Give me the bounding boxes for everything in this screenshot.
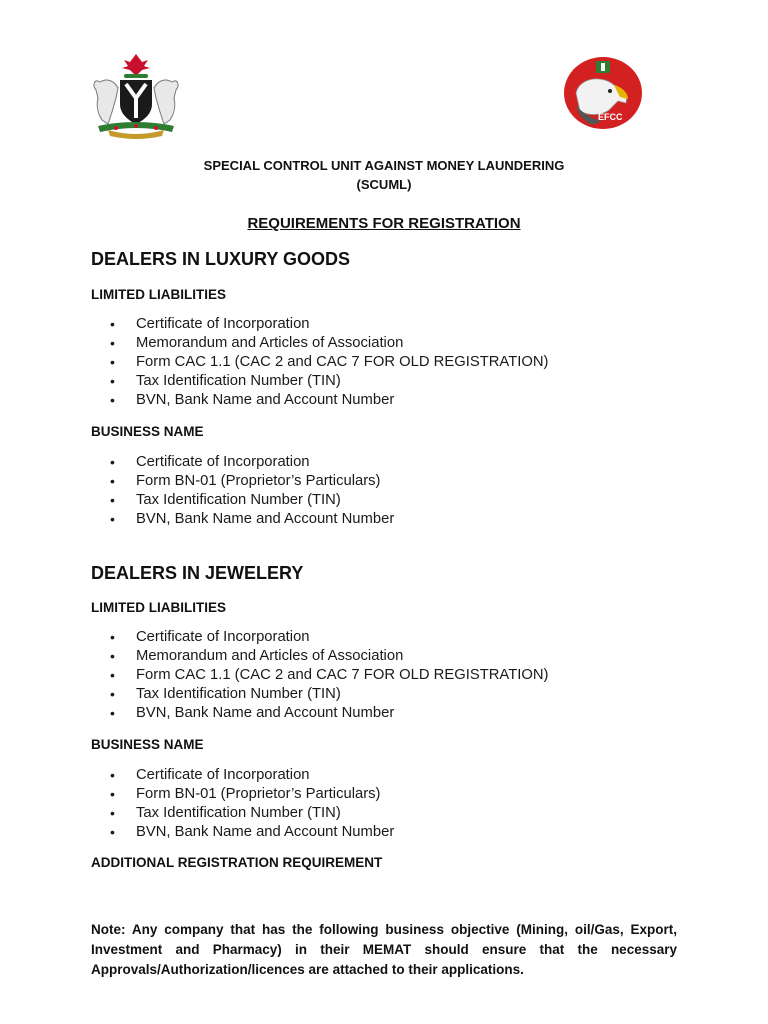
list-item: • Certificate of Incorporation xyxy=(110,315,548,334)
group-title-limited-liabilities: LIMITED LIABILITIES xyxy=(91,600,226,615)
note-paragraph: Note: Any company that has the following business objective (Mining, oil/Gas, Export, Investment and Pharmacy) in their MEMAT should ensure that the necessary Approvals/Authorization/licences are attached to their applications. xyxy=(91,922,677,977)
document-title xyxy=(0,215,768,232)
list-item: • Tax Identification Number (TIN) xyxy=(110,685,548,704)
organization-name: SPECIAL CONTROL UNIT AGAINST MONEY LAUNDERING xyxy=(203,158,565,173)
additional-requirement-heading: ADDITIONAL REGISTRATION REQUIREMENT xyxy=(91,855,383,870)
requirements-list xyxy=(110,766,394,842)
requirements-list xyxy=(110,453,394,529)
section-heading-jewelery: DEALERS IN JEWELERY xyxy=(91,563,304,583)
group-title-business-name: BUSINESS NAME xyxy=(91,737,204,752)
list-item: • BVN, Bank Name and Account Number xyxy=(110,704,548,723)
list-item: • BVN, Bank Name and Account Number xyxy=(110,823,394,842)
list-item: • BVN, Bank Name and Account Number xyxy=(110,391,548,410)
coat-of-arms-logo xyxy=(86,52,186,140)
list-item: • Memorandum and Articles of Association xyxy=(110,647,548,666)
list-item: • Certificate of Incorporation xyxy=(110,628,548,647)
list-item: • Memorandum and Articles of Association xyxy=(110,334,548,353)
list-item: • Tax Identification Number (TIN) xyxy=(110,372,548,391)
list-item: • Certificate of Incorporation xyxy=(110,453,394,472)
list-item: • Form CAC 1.1 (CAC 2 and CAC 7 FOR OLD REGISTRATION) xyxy=(110,666,548,685)
group-title-business-name: BUSINESS NAME xyxy=(91,424,204,439)
list-item: • BVN, Bank Name and Account Number xyxy=(110,510,394,529)
list-item: • Form BN-01 (Proprietor’s Particulars) xyxy=(110,472,394,491)
document-title-text: REQUIREMENTS FOR REGISTRATION xyxy=(247,215,521,232)
list-item: • Form BN-01 (Proprietor’s Particulars) xyxy=(110,785,394,804)
requirements-list xyxy=(110,628,548,723)
efcc-logo xyxy=(562,55,644,131)
group-title-limited-liabilities: LIMITED LIABILITIES xyxy=(91,287,226,302)
organization-abbreviation: (SCUML) xyxy=(356,177,412,192)
list-item: • Certificate of Incorporation xyxy=(110,766,394,785)
section-heading-luxury-goods: DEALERS IN LUXURY GOODS xyxy=(91,249,351,269)
list-item: • Tax Identification Number (TIN) xyxy=(110,491,394,510)
requirements-list xyxy=(110,315,548,410)
list-item: • Tax Identification Number (TIN) xyxy=(110,804,394,823)
list-item: • Form CAC 1.1 (CAC 2 and CAC 7 FOR OLD REGISTRATION) xyxy=(110,353,548,372)
efcc-logo-text: EFCC xyxy=(598,112,623,122)
